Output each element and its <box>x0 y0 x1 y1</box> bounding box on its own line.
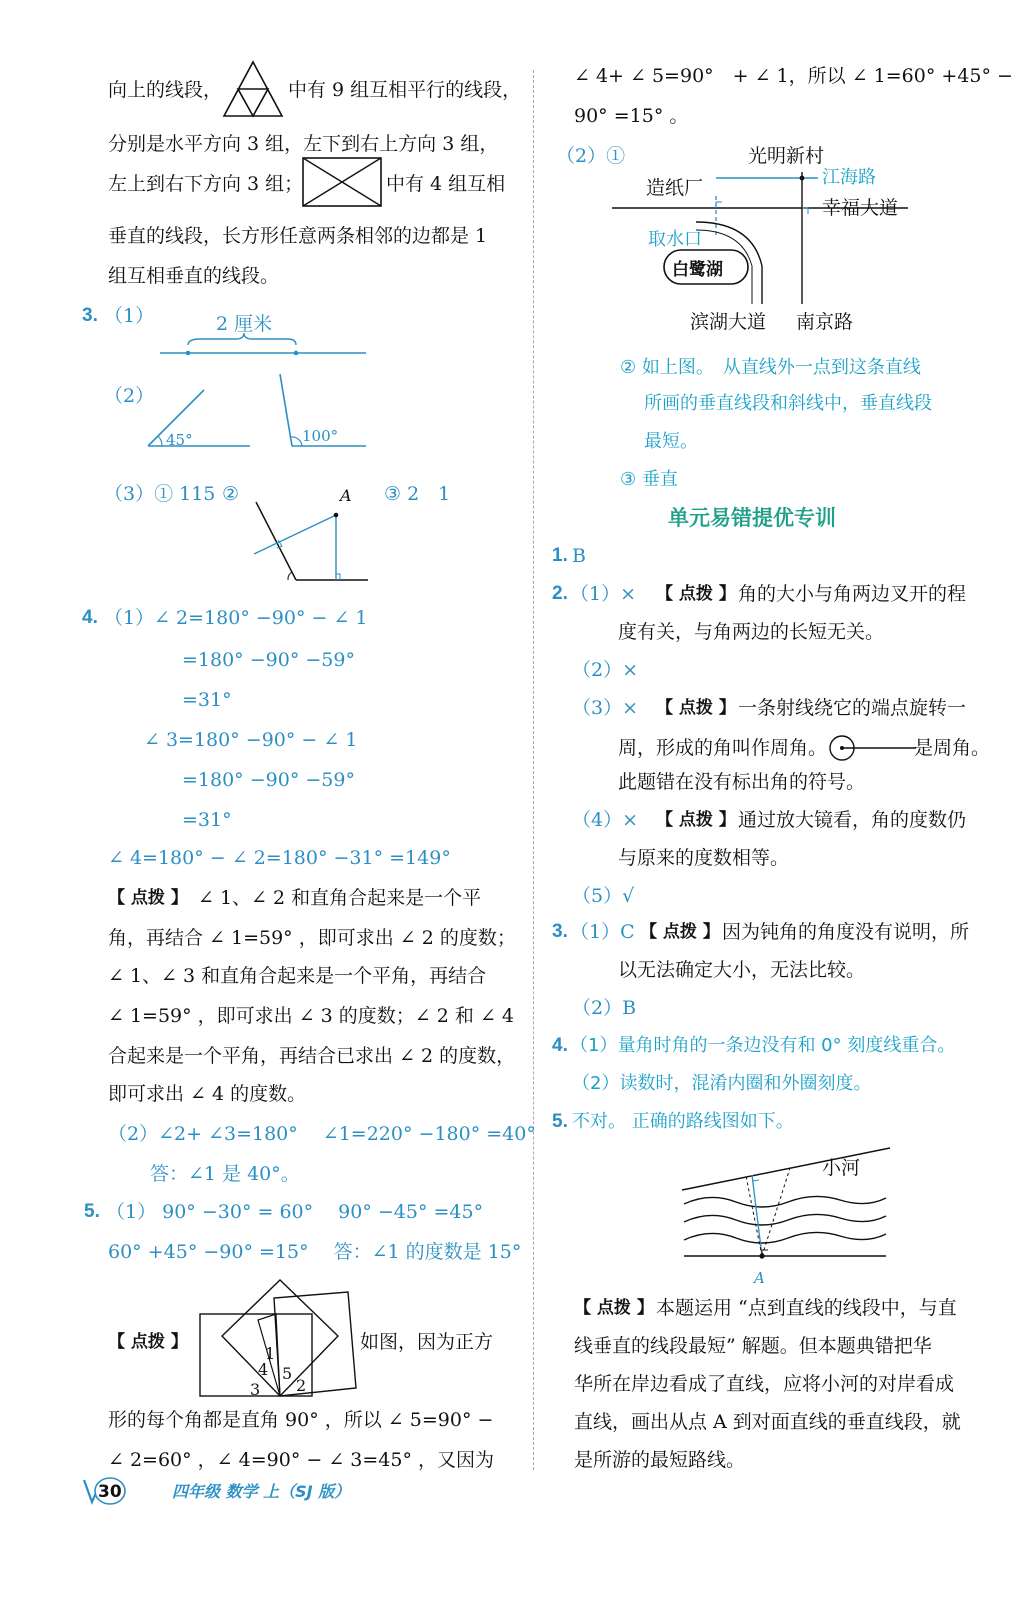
r-line1: ∠ 4+ ∠ 5=90° + ∠ 1，所以 ∠ 1=60° +45° − <box>574 65 1013 87</box>
q4-line7: ∠ 4=180° − ∠ 2=180° −31° =149° <box>108 847 451 869</box>
e2-1-tip-line1: 角的大小与角两边叉开的程 <box>738 583 967 605</box>
map-village: 光明新村 <box>748 145 825 167</box>
e4-number: 4. <box>552 1035 568 1056</box>
q2-2-line1: ② 如上图。 从直线外一点到这条直线 <box>620 357 921 378</box>
river-point-a: A <box>754 1269 765 1287</box>
map-jianghai-road: 江海路 <box>822 167 876 188</box>
q3-line-segment <box>160 333 366 363</box>
page-number: 30 <box>98 1482 122 1502</box>
e2-1-tip-line2: 度有关，与角两边的长短无关。 <box>618 621 885 643</box>
q5-fig-label-2: 2 <box>296 1376 307 1395</box>
q3-number: 3. <box>82 305 98 326</box>
q4-line1: （1）∠ 2=180° −90° − ∠ 1 <box>104 607 368 629</box>
e5-answer: 不对。 正确的路线图如下。 <box>572 1111 794 1132</box>
q4-tip-line6: 即可求出 ∠ 4 的度数。 <box>108 1083 307 1105</box>
q4-line4: ∠ 3=180° −90° − ∠ 1 <box>144 729 358 751</box>
q5-fig-label-5: 5 <box>282 1364 293 1383</box>
e5-tip-line5: 是所游的最短路线。 <box>574 1449 746 1471</box>
q3-part3: （3）① 115 <box>104 483 216 505</box>
q4-line6: =31° <box>182 809 232 831</box>
river-figure <box>680 1146 892 1270</box>
e2-5: （5）√ <box>572 885 635 907</box>
e2-number: 2. <box>552 583 568 604</box>
p1-line4: 垂直的线段，长方形任意两条相邻的边都是 1 <box>108 225 488 247</box>
e2-3-tip-line2b: 是周角。 <box>914 737 991 759</box>
map-nanjing-road: 南京路 <box>796 311 854 333</box>
e3-1: （1）C <box>570 921 635 943</box>
q3-part3b: ② <box>222 483 240 505</box>
q5-line2: 60° +45° −90° =15° 答：∠1 的度数是 15° <box>108 1241 522 1263</box>
map-binhu-avenue: 滨湖大道 <box>690 311 767 333</box>
p1-line2: 分别是水平方向 3 组，左下到右上方向 3 组， <box>108 133 499 155</box>
p1-line1a: 向上的线段， <box>108 79 223 101</box>
e2-1-tip-label: 【 点拨 】 <box>656 584 736 604</box>
e2-4-tip-label: 【 点拨 】 <box>656 810 736 830</box>
e2-2: （2）× <box>572 659 639 681</box>
e3-1-tip-label: 【 点拨 】 <box>640 922 720 942</box>
r-line2: 90° =15° 。 <box>574 105 689 127</box>
e5-tip-line3: 华所在岸边看成了直线，应将小河的对岸看成 <box>574 1373 955 1395</box>
q4-part2: （2）∠2+ ∠3=180° ∠1=220° −180° =40° <box>108 1123 536 1145</box>
q2-2-line3: 最短。 <box>644 431 698 452</box>
e1-answer: B <box>572 545 586 567</box>
book-title: 四年级 数学 上（SJ 版） <box>172 1482 351 1501</box>
e3-2: （2）B <box>572 997 637 1019</box>
q3-perpendicular-figure <box>240 500 370 590</box>
p1-line3a: 左上到右下方向 3 组； <box>108 173 304 195</box>
q2-heading: （2）① <box>556 145 626 167</box>
q5-fig-label-3: 3 <box>250 1380 261 1399</box>
map-xingfu-avenue: 幸福大道 <box>822 197 899 219</box>
q3-angle-100: 100° <box>302 427 339 445</box>
q4-tip-line2: 角，再结合 ∠ 1=59° ，即可求出 ∠ 2 的度数； <box>108 927 516 949</box>
map-lake: 白鹭湖 <box>672 260 723 280</box>
map-intake: 取水口 <box>648 229 702 250</box>
full-angle-icon <box>826 734 916 762</box>
e2-4: （4）× <box>572 809 639 831</box>
e2-3: （3）× <box>572 697 639 719</box>
e3-number: 3. <box>552 921 568 942</box>
e1-number: 1. <box>552 545 568 566</box>
q5-fig-label-1: 1 <box>265 1344 276 1363</box>
p1-line5: 组互相垂直的线段。 <box>108 265 280 287</box>
q4-line3: =31° <box>182 689 232 711</box>
e5-tip-line1: 本题运用 “点到直线的线段中，与直 <box>656 1297 957 1319</box>
rectangle-cross-figure <box>302 157 382 207</box>
q4-line5: =180° −90° −59° <box>182 769 355 791</box>
p1-line1b: 中有 9 组互相平行的线段， <box>288 79 522 101</box>
q4-tip-line3: ∠ 1、∠ 3 和直角合起来是一个平角，再结合 <box>108 965 487 987</box>
q3-part3c: ③ 2 1 <box>384 483 451 505</box>
q5-fig-label-4: 4 <box>258 1360 269 1379</box>
e3-1-tip-line2: 以无法确定大小，无法比较。 <box>618 959 866 981</box>
e2-1: （1）× <box>570 583 637 605</box>
e2-3-tip-line3: 此题错在没有标出角的符号。 <box>618 771 866 793</box>
river-label: 小河 <box>822 1157 861 1179</box>
q5-line1: （1） 90° −30° = 60° 90° −45° =45° <box>106 1201 484 1223</box>
e3-1-tip-line1: 因为钝角的角度没有说明，所 <box>722 921 970 943</box>
q5-tip-line2: 形的每个角都是直角 90° ，所以 ∠ 5=90° − <box>108 1409 494 1431</box>
e5-tip-line4: 直线，画出从点 A 到对面直线的垂直线段，就 <box>574 1411 961 1433</box>
q4-number: 4. <box>82 607 98 628</box>
q5-tip-label: 【 点拨 】 <box>108 1332 188 1352</box>
q3-length-label: 2 厘米 <box>216 313 273 335</box>
e5-tip-label: 【 点拨 】 <box>574 1298 654 1318</box>
q4-line2: =180° −90° −59° <box>182 649 355 671</box>
e5-number: 5. <box>552 1111 568 1132</box>
q4-tip-line1: ∠ 1、∠ 2 和直角合起来是一个平 <box>198 887 482 909</box>
e2-4-tip-line1: 通过放大镜看，角的度数仍 <box>738 809 967 831</box>
q4-answer: 答：∠1 是 40°。 <box>150 1163 300 1185</box>
map-factory: 造纸厂 <box>646 177 704 199</box>
e2-4-tip-line2: 与原来的度数相等。 <box>618 847 790 869</box>
p1-line3b: 中有 4 组互相 <box>386 173 506 195</box>
q3-part2: （2） <box>104 385 155 407</box>
e4-1: （1）量角时角的一条边没有和 0° 刻度线重合。 <box>570 1035 956 1056</box>
e2-3-tip-line2a: 周，形成的角叫作周角。 <box>618 737 828 759</box>
q2-3: ③ 垂直 <box>620 469 678 490</box>
e2-3-tip-label: 【 点拨 】 <box>656 698 736 718</box>
q5-tip-line3: ∠ 2=60° ，∠ 4=90° − ∠ 3=45° ，又因为 <box>108 1449 495 1471</box>
q3-point-a: A <box>340 486 352 505</box>
q3-angle-45: 45° <box>166 431 193 449</box>
q4-tip-line5: 合起来是一个平角，再结合已求出 ∠ 2 的度数， <box>108 1045 516 1067</box>
triangle-figure <box>222 60 284 118</box>
q4-tip-line4: ∠ 1=59° ，即可求出 ∠ 3 的度数；∠ 2 和 ∠ 4 <box>108 1005 514 1027</box>
e5-tip-line2: 线垂直的线段最短” 解题。但本题典错把华 <box>574 1335 932 1357</box>
e4-2: （2）读数时，混淆内圈和外圈刻度。 <box>572 1073 872 1094</box>
e2-3-tip-line1: 一条射线绕它的端点旋转一 <box>738 697 967 719</box>
q4-tip-label: 【 点拨 】 <box>108 888 188 908</box>
q5-number: 5. <box>84 1201 100 1222</box>
q5-tip-line1: 如图，因为正方 <box>360 1331 494 1353</box>
q3-part1: （1） <box>104 305 155 327</box>
column-divider <box>533 70 534 1470</box>
q2-2-line2: 所画的垂直线段和斜线中，垂直线段 <box>644 393 932 414</box>
section-title: 单元易错提优专训 <box>668 506 836 530</box>
q5-square-figure <box>198 1278 358 1398</box>
